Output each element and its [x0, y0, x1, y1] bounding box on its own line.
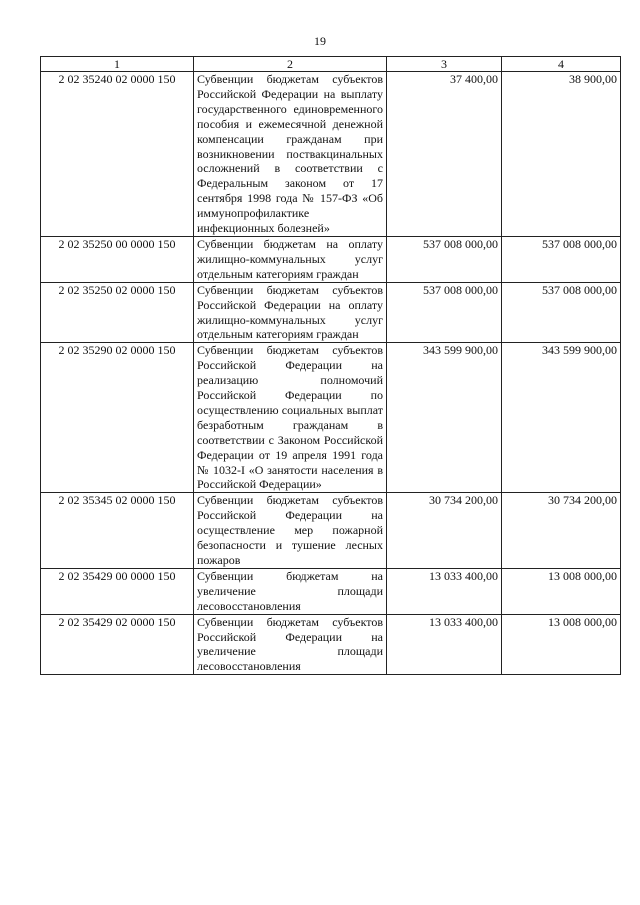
amount-column-4: 343 599 900,00 — [502, 343, 621, 493]
amount-column-3: 537 008 000,00 — [387, 236, 502, 282]
column-header-2: 2 — [194, 57, 387, 72]
amount-column-3: 13 033 400,00 — [387, 568, 502, 614]
classification-code: 2 02 35250 02 0000 150 — [41, 282, 194, 343]
revenue-description: Субвенции бюджетам на оплату жилищно-коммунальных услуг отдельным категориям граждан — [194, 236, 387, 282]
revenue-description: Субвенции бюджетам субъектов Российской Федерации на реализацию полномочий Российской Федерации по осуществлению социальных выплат безработным гражданам в соответствии с Законом Российской Федерации от 19 апреля 1991 года № 1032-I «О занятости населения в Российской Федерации» — [194, 343, 387, 493]
amount-column-4: 13 008 000,00 — [502, 614, 621, 675]
table-row — [41, 282, 621, 343]
classification-code: 2 02 35250 00 0000 150 — [41, 236, 194, 282]
amount-column-4: 30 734 200,00 — [502, 493, 621, 569]
amount-column-3: 343 599 900,00 — [387, 343, 502, 493]
table-row — [41, 493, 621, 569]
classification-code: 2 02 35290 02 0000 150 — [41, 343, 194, 493]
column-header-3: 3 — [387, 57, 502, 72]
table-row — [41, 343, 621, 493]
classification-code: 2 02 35429 00 0000 150 — [41, 568, 194, 614]
revenue-description: Субвенции бюджетам субъектов Российской Федерации на оплату жилищно-коммунальных услуг отдельным категориям граждан — [194, 282, 387, 343]
amount-column-4: 13 008 000,00 — [502, 568, 621, 614]
table-row — [41, 614, 621, 675]
column-header-4: 4 — [502, 57, 621, 72]
budget-revenue-table — [40, 56, 621, 675]
amount-column-4: 537 008 000,00 — [502, 282, 621, 343]
classification-code: 2 02 35429 02 0000 150 — [41, 614, 194, 675]
amount-column-4: 38 900,00 — [502, 72, 621, 237]
revenue-description: Субвенции бюджетам на увеличение площади лесовосстановления — [194, 568, 387, 614]
amount-column-3: 37 400,00 — [387, 72, 502, 237]
revenue-description: Субвенции бюджетам субъектов Российской Федерации на выплату государственного единовременного пособия и ежемесячной денежной компенсации гражданам при возникновении поствакцинальных осложнений в соответствии с Федеральным законом от 17 сентября 1998 года № 157-ФЗ «Об иммунопрофилактике инфекционных болезней» — [194, 72, 387, 237]
table-row — [41, 72, 621, 237]
amount-column-3: 30 734 200,00 — [387, 493, 502, 569]
amount-column-3: 537 008 000,00 — [387, 282, 502, 343]
header-row — [41, 57, 621, 72]
column-header-1: 1 — [41, 57, 194, 72]
table-row — [41, 236, 621, 282]
classification-code: 2 02 35345 02 0000 150 — [41, 493, 194, 569]
amount-column-4: 537 008 000,00 — [502, 236, 621, 282]
amount-column-3: 13 033 400,00 — [387, 614, 502, 675]
revenue-description: Субвенции бюджетам субъектов Российской Федерации на осуществление мер пожарной безопасности и тушение лесных пожаров — [194, 493, 387, 569]
table-row — [41, 568, 621, 614]
revenue-description: Субвенции бюджетам субъектов Российской Федерации на увеличение площади лесовосстановления — [194, 614, 387, 675]
classification-code: 2 02 35240 02 0000 150 — [41, 72, 194, 237]
page-number: 19 — [314, 34, 326, 48]
